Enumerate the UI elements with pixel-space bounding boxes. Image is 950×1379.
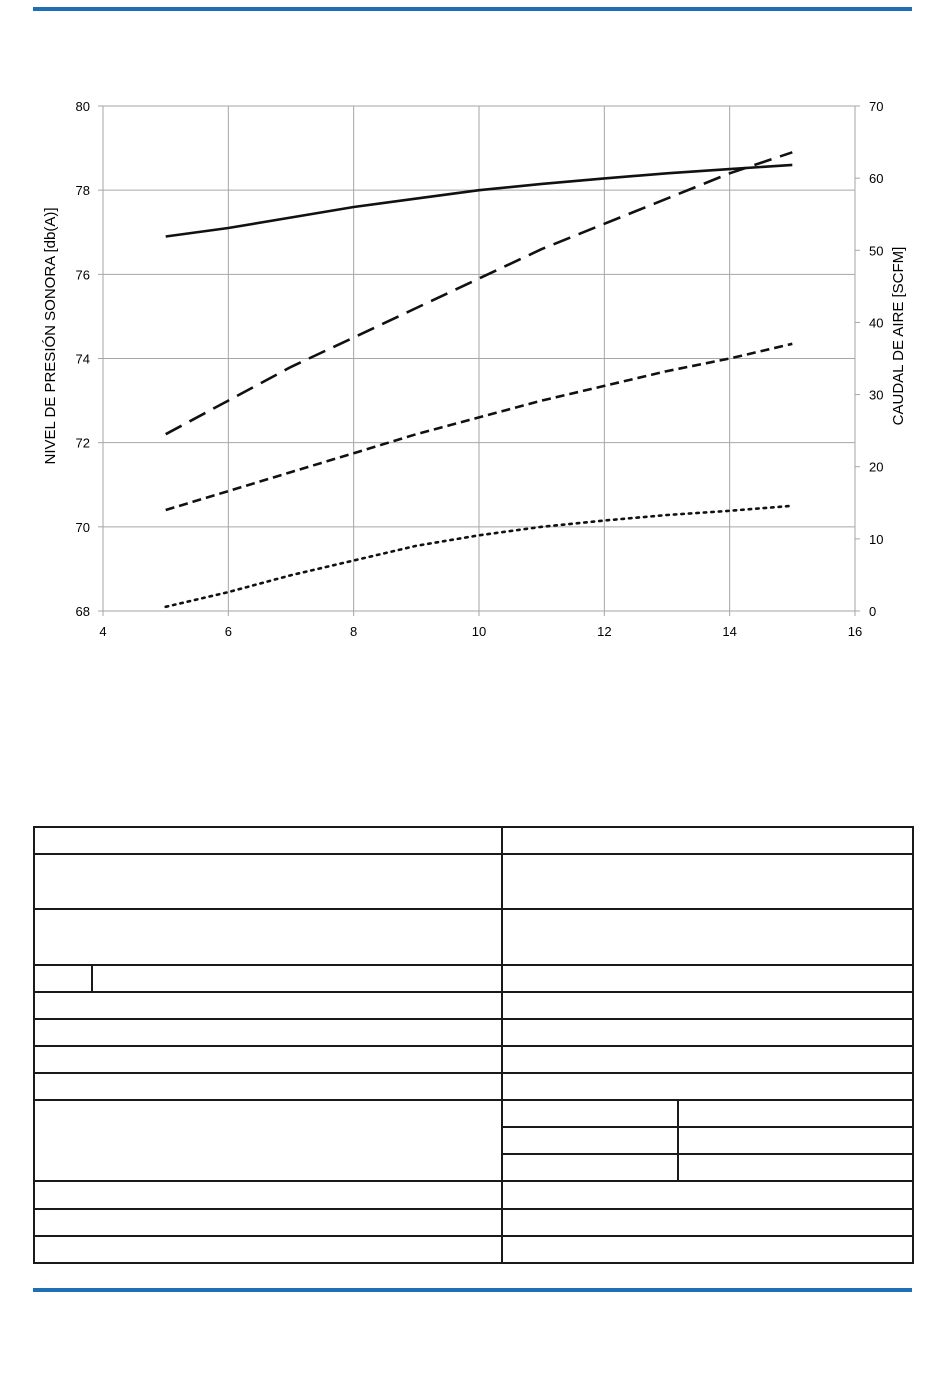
table-cell (502, 1019, 913, 1046)
table-row (34, 1100, 913, 1127)
table-cell (502, 1127, 678, 1154)
table-cell (502, 1046, 913, 1073)
table-row (34, 1209, 913, 1236)
table-cell (34, 965, 92, 992)
table-cell (34, 1073, 502, 1100)
table-cell (502, 1181, 913, 1208)
table-cell (34, 854, 502, 909)
y2-tick-label: 50 (869, 243, 884, 259)
table-cell (502, 827, 913, 854)
table-cell (678, 1127, 913, 1154)
x-tick-label: 6 (224, 624, 232, 639)
x-tick-label: 10 (471, 624, 487, 639)
table-cell (34, 1019, 502, 1046)
spec-table (33, 826, 914, 1264)
table-cell (34, 1100, 502, 1181)
table-cell (92, 965, 502, 992)
y2-tick-label: 60 (869, 171, 884, 187)
table-row (34, 909, 913, 964)
table-row (34, 854, 913, 909)
y2-axis-label: CAUDAL DE AIRE [SCFM] (890, 246, 907, 426)
table-cell (502, 992, 913, 1019)
table-cell (34, 1236, 502, 1263)
y-tick-label: 68 (75, 604, 90, 619)
y-tick-label: 70 (75, 519, 90, 535)
y-tick-label: 74 (75, 351, 90, 367)
table-cell (678, 1100, 913, 1127)
x-tick-label: 4 (99, 624, 107, 639)
table-cell (502, 854, 913, 909)
table-row (34, 1073, 913, 1100)
y2-tick-label: 40 (869, 315, 884, 331)
table-cell (502, 965, 913, 992)
table-cell (34, 1209, 502, 1236)
table-cell (34, 1046, 502, 1073)
table-cell (502, 1209, 913, 1236)
y2-tick-label: 30 (869, 387, 884, 403)
table-cell (502, 1236, 913, 1263)
y2-tick-label: 20 (869, 459, 884, 475)
table-row (34, 827, 913, 854)
table-cell (502, 1100, 678, 1127)
table-row (34, 1046, 913, 1073)
top-rule (33, 7, 912, 11)
table-cell (502, 909, 913, 964)
y-tick-label: 80 (75, 99, 90, 114)
y2-tick-label: 0 (869, 604, 877, 619)
table-row (34, 1236, 913, 1263)
bottom-rule (33, 1288, 912, 1292)
table-cell (502, 1154, 678, 1181)
table-cell (34, 909, 502, 964)
table-row (34, 1181, 913, 1208)
table-cell (502, 1073, 913, 1100)
y-tick-label: 76 (75, 267, 90, 283)
x-tick-label: 16 (847, 624, 863, 639)
y2-tick-label: 10 (869, 531, 884, 547)
x-tick-label: 8 (350, 624, 358, 639)
line-chart (0, 80, 950, 650)
y-axis-label: NIVEL DE PRESIÓN SONORA [db(A)] (42, 207, 59, 465)
table-cell (678, 1154, 913, 1181)
table-row (34, 965, 913, 992)
y2-tick-label: 70 (869, 99, 884, 114)
y-tick-label: 72 (75, 435, 90, 451)
x-tick-label: 12 (597, 624, 612, 639)
y-tick-label: 78 (75, 183, 90, 199)
table-cell (34, 827, 502, 854)
table-cell (34, 992, 502, 1019)
table-cell (34, 1181, 502, 1208)
table-row (34, 992, 913, 1019)
table-row (34, 1019, 913, 1046)
x-tick-label: 14 (722, 624, 737, 639)
